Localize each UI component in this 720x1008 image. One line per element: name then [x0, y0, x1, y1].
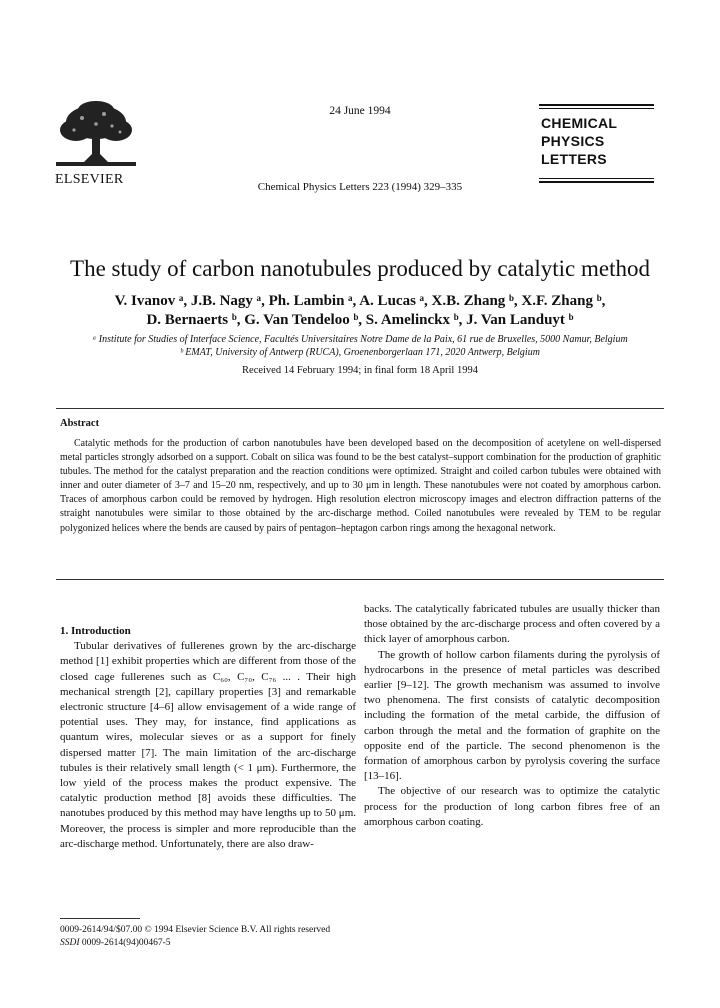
- received-dates: Received 14 February 1994; in final form 18 April 1994: [242, 365, 478, 376]
- journal-citation: Chemical Physics Letters 223 (1994) 329–335: [257, 181, 463, 193]
- journal-logo-line-2: PHYSICS: [541, 133, 605, 149]
- copyright-footer: [60, 924, 330, 949]
- intro-paragraph-1: Tubular derivatives of fullerenes grown by the arc-discharge method [1] exhibit properties which are different from those of the closed cage fullerenes such as C₆₀, C₇₀, C₇₆ ... . Their high mechanical strength [2], capillary properties [3] and remarkable electronic structure [4–6] allow envisagement of a wide range of potential uses. They may, for instance, find applications as quantum wires, molecular sieves or as a support for finely dispersed matter [7]. The main limitation of the arc-discharge tubules is their relatively small length (< 1 μm). Furthermore, the low yield of the process makes the product expensive. The catalytic production method [8] avoids these difficulties. The nanotubes produced by this method may have lengths up to 50 μm. Moreover, the process is simpler and more reproducible than the arc-discharge method. Unfortunately, there are also draw-: [60, 640, 356, 850]
- authors-line-2: D. Bernaerts ᵇ, G. Van Tendeloo ᵇ, S. Amelinckx ᵇ, J. Van Landuyt ᵇ: [146, 312, 574, 328]
- intro-paragraph-3: The objective of our research was to optimize the catalytic process for the production of long carbon fibres free of an amorphous carbon coating.: [364, 785, 660, 828]
- journal-logo-line-3: LETTERS: [541, 151, 607, 167]
- intro-paragraph-continued: backs. The catalytically fabricated tubules are usually thicker than those obtained by the arc-discharge process and often covered by a thick layer of amorphous carbon.: [364, 603, 660, 646]
- abstract-heading: Abstract: [60, 418, 100, 429]
- affiliations: [40, 334, 680, 359]
- authors-line-1: V. Ivanov ᵃ, J.B. Nagy ᵃ, Ph. Lambin ᵃ, A. Lucas ᵃ, X.B. Zhang ᵇ, X.F. Zhang ᵇ,: [114, 293, 606, 309]
- journal-logo: [539, 104, 654, 184]
- paper-title: The study of carbon nanotubules produced by catalytic method: [70, 256, 650, 281]
- author-list: [40, 292, 680, 330]
- abstract-top-rule: [56, 408, 664, 409]
- abstract-bottom-rule: [56, 579, 664, 580]
- affiliation-a: ᵃ Institute for Studies of Interface Science, Facultés Universitaires Notre Dame de la Paix, 61 rue de Bruxelles, 5000 Namur, Belgium: [92, 334, 628, 345]
- ssdi-label: SSDI: [60, 937, 80, 948]
- right-column: [364, 602, 660, 830]
- journal-logo-line-1: CHEMICAL: [541, 115, 618, 131]
- issue-date: 24 June 1994: [329, 105, 391, 117]
- ssdi-line: [60, 937, 330, 950]
- ssdi-value: 0009-2614(94)00467-5: [81, 937, 171, 948]
- copyright-line: 0009-2614/94/$07.00 © 1994 Elsevier Science B.V. All rights reserved: [60, 925, 331, 935]
- affiliation-b: ᵇ EMAT, University of Antwerp (RUCA), Groenenborgerlaan 171, 2020 Antwerp, Belgium: [180, 346, 540, 358]
- abstract-text: Catalytic methods for the production of carbon nanotubules have been developed based on the decomposition of acetylene on well-dispersed metal particles strongly adsorbed on a support. Cobalt on silica was found to be the best catalyst–support combination for the production of graphitic tubules. The method for the catalyst preparation and the reaction conditions were optimized. Straight and coiled carbon tubules were obtained with inner and outer diameter of 3–7 and 15–20 nm, respectively, and up to 30 μm in length. These nanotubules were not coated by amorphous carbon. Traces of amorphous carbon could be removed by hydrogen. High resolution electron microscopy images and electron diffraction patterns of the straight nanotubules were similar to those obtained by the arc-discharge method. Coiled nanotubules were revealed by TEM to be regular polygonized helices where the bends are caused by pairs of pentagon–heptagon carbon rings among the hexagonal network.: [60, 438, 661, 534]
- intro-paragraph-2: The growth of hollow carbon filaments during the pyrolysis of hydrocarbons in the presence of metal particles was described earlier [9–12]. The growth mechanism was assumed to involve two phenomena. The first consists of catalytic decomposition including the formation of the metal carbide, the diffusion of carbon through the metal and the formation of graphite on the opposite end of the particle. The second phenomenon is the formation of amorphous carbon by pyrolysis covering the surface [13–16].: [364, 648, 660, 783]
- left-column: [60, 624, 356, 852]
- footer-rule: [60, 918, 140, 919]
- section-heading-introduction: 1. Introduction: [60, 625, 131, 637]
- publisher-name: ELSEVIER: [55, 172, 124, 187]
